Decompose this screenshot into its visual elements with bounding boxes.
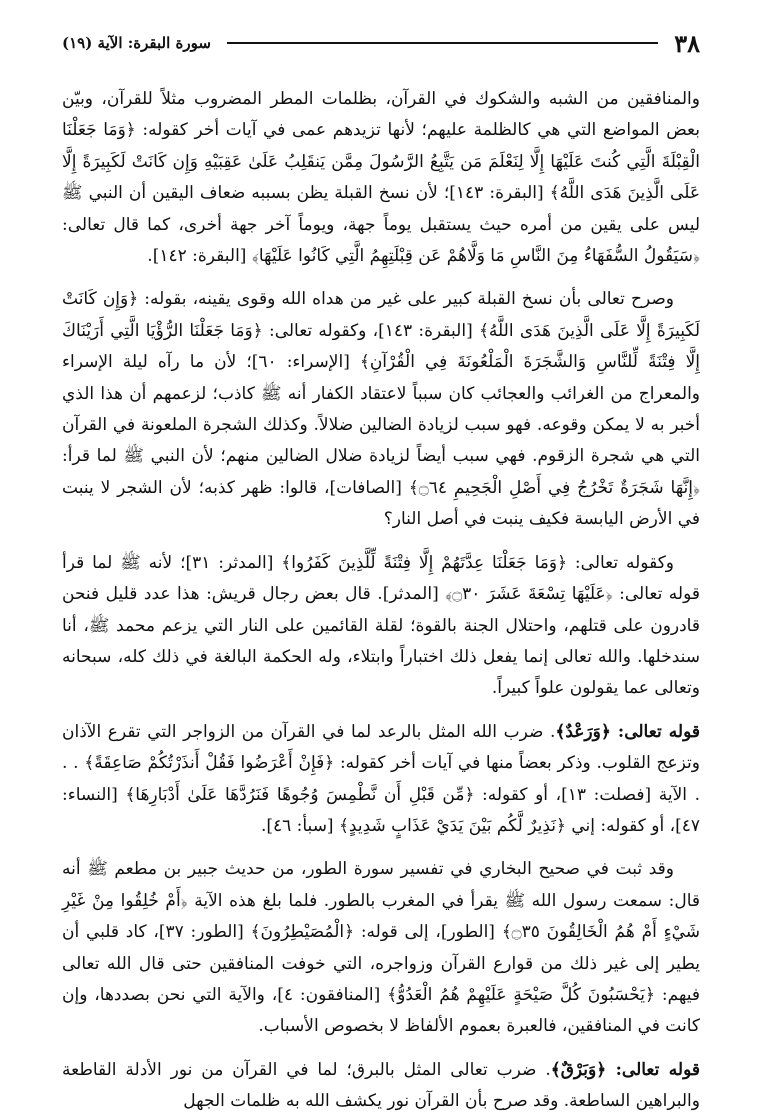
page-body (62, 84, 700, 1118)
paragraph (62, 717, 700, 843)
paragraph-text: والمنافقين من الشبه والشكوك في القرآن، بظلمات المطر المضروب مثلاً للقرآن، وبيّن بعض المواضع التي هي كالظلمة عليهم؛ لأنها تزيدهم عمى في آيات أخر كقوله: ﴿وَمَا جَعَلْنَا الْقِبْلَةَ الَّتِي كُنتَ عَلَيْهَا إِلَّا لِنَعْلَمَ مَن يَتَّبِعُ الرَّسُولَ مِمَّن يَنقَلِبُ عَلَىٰ عَقِبَيْهِ وَإِن كَانَتْ لَكَبِيرَةً إِلَّا عَلَى الَّذِينَ هَدَى اللَّهُ﴾ [البقرة: ١٤٣]؛ لأن نسخ القبلة يظن بسببه ضعاف اليقين أن النبي ﷺ ليس على يقين من أمره حيث يستقبل يوماً جهة، ويوماً آخر جهة أخرى، كما قال تعالى: ﴿سَيَقُولُ السُّفَهَاءُ مِنَ النَّاسِ مَا وَلَّاهُمْ عَن قِبْلَتِهِمُ الَّتِي كَانُوا عَلَيْهَا﴾ [البقرة: ١٤٢]. (62, 89, 700, 267)
paragraph (62, 284, 700, 535)
paragraph-text: وقد ثبت في صحيح البخاري في تفسير سورة الطور، من حديث جبير بن مطعم ﷺ أنه قال: سمعت رسول الله ﷺ يقرأ في المغرب بالطور. فلما بلغ هذه الآية ﴿أَمْ خُلِقُوا مِنْ غَيْرِ شَيْءٍ أَمْ هُمُ الْخَالِقُونَ ۝٣٥﴾ [الطور]، إلى قوله: ﴿الْمُصَيْطِرُونَ﴾ [الطور: ٣٧]، كاد قلبي أن يطير إلى غير ذلك من قوارع القرآن وزواجره، التي خوفت المنافقين حتى قال الله تعالى فيهم: ﴿يَحْسَبُونَ كُلَّ صَيْحَةٍ عَلَيْهِمْ هُمُ الْعَدُوُّ﴾ [المنافقون: ٤]، والآية التي نحن بصددها، وإن كانت في المنافقين، فالعبرة بعموم الألفاظ لا بخصوص الأسباب. (62, 859, 700, 1037)
paragraph-text: . ضرب تعالى المثل بالبرق؛ لما في القرآن من نور الأدلة القاطعة والبراهين الساطعة. وقد صرح بأن القرآن نور يكشف الله به ظلمات الجهل (62, 1059, 700, 1112)
paragraph-lead: قوله تعالى: ﴿وَبَرْقٌ﴾ (550, 1059, 700, 1080)
paragraph-text: . ضرب الله المثل بالرعد لما في القرآن من الزواجر التي تقرع الآذان وتزعج القلوب. وذكر بعضاً منها في آيات أخر كقوله: ﴿فَإِنْ أَعْرَضُوا فَقُلْ أَنذَرْتُكُمْ صَاعِقَةً﴾ . . . الآية [فصلت: ١٣]، أو كقوله: ﴿مِّن قَبْلِ أَن نَّطْمِسَ وُجُوهًا فَنَرُدَّهَا عَلَىٰ أَدْبَارِهَا﴾ [النساء: ٤٧]، أو كقوله: إني ﴿نَذِيرٌ لَّكُم بَيْنَ يَدَيْ عَذَابٍ شَدِيدٍ﴾ [سبأ: ٤٦]. (62, 721, 701, 836)
paragraph-text: وصرح تعالى بأن نسخ القبلة كبير على غير من هداه الله وقوى يقينه، بقوله: ﴿وَإِن كَانَتْ لَكَبِيرَةً إِلَّا عَلَى الَّذِينَ هَدَى اللَّهُ﴾ [البقرة: ١٤٣]، وكقوله تعالى: ﴿وَمَا جَعَلْنَا الرُّؤْيَا الَّتِي أَرَيْنَاكَ إِلَّا فِتْنَةً لِّلنَّاسِ وَالشَّجَرَةَ الْمَلْعُونَةَ فِي الْقُرْآنِ﴾ [الإسراء: ٦٠]؛ لأن ما رآه ليلة الإسراء والمعراج من الغرائب والعجائب كان سبباً لاعتقاد الكفار أنه ﷺ كاذب؛ لزعمهم أن هذا الذي أخبر به لا يمكن وقوعه. فهو سبب لزيادة الضالين ضلالاً. وكذلك الشجرة الملعونة في القرآن التي هي شجرة الزقوم. فهي سبب أيضاً لزيادة ضلال الضالين منهم؛ لأن النبي ﷺ لما قرأ: ﴿إِنَّهَا شَجَرَةٌ تَخْرُجُ فِي أَصْلِ الْجَحِيمِ ۝٦٤﴾ [الصافات]، قالوا: ظهر كذبه؛ لأن الشجر لا ينبت في الأرض اليابسة فكيف ينبت في أصل النار؟ (62, 289, 701, 530)
paragraph (62, 84, 700, 272)
page-number: ٣٨ (674, 28, 700, 58)
page-header (62, 26, 700, 60)
paragraph (62, 1055, 700, 1118)
running-title: سورة البقرة: الآية (١٩) (62, 34, 211, 52)
paragraph (62, 854, 700, 1042)
header-rule (227, 42, 658, 44)
paragraph-text: وكقوله تعالى: ﴿وَمَا جَعَلْنَا عِدَّتَهُمْ إِلَّا فِتْنَةً لِّلَّذِينَ كَفَرُوا﴾ [المدثر: ٣١]؛ لأنه ﷺ لما قرأ قوله تعالى: ﴿عَلَيْهَا تِسْعَةَ عَشَرَ ۝٣٠﴾ [المدثر]. قال بعض رجال قريش: هذا عدد قليل فنحن قادرون على قتلهم، واحتلال الجنة بالقوة؛ لقلة القائمين على النار التي يزعم محمد ﷺ، أنا سندخلها. والله تعالى إنما يفعل ذلك اختباراً وابتلاء، وله الحكمة البالغة في ذلك كله، سبحانه وتعالى عما يقولون علواً كبيراً. (62, 552, 700, 699)
paragraph (62, 548, 700, 705)
paragraph-lead: قوله تعالى: ﴿وَرَعْدٌ﴾ (555, 721, 700, 742)
